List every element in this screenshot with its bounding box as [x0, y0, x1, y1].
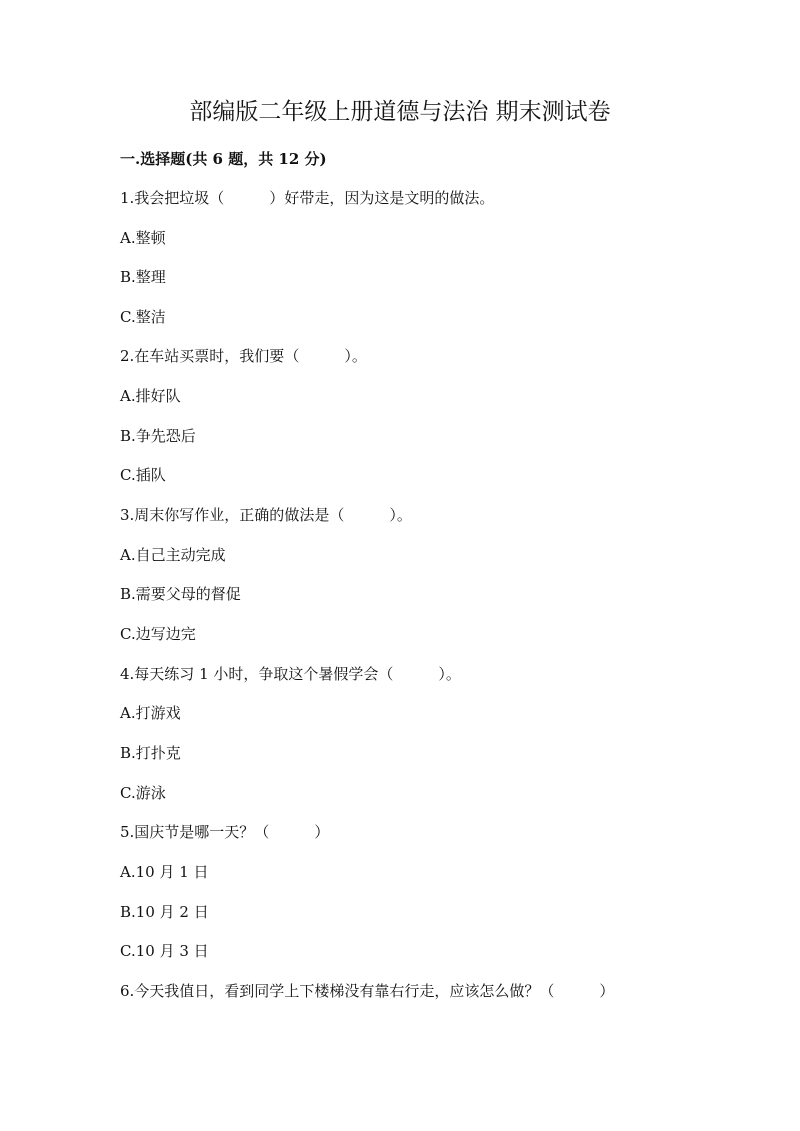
question-option: C.10 月 3 日: [120, 942, 209, 960]
question-stem: 4.每天练习 1 小时，争取这个暑假学会（ ）。: [120, 665, 461, 683]
question-stem: 5.国庆节是哪一天？（ ）: [120, 823, 330, 841]
question-option: C.整洁: [120, 308, 166, 326]
question-option: B.10 月 2 日: [120, 903, 209, 921]
question-option: A.排好队: [120, 387, 181, 405]
question-stem: 3.周末你写作业，正确的做法是（ ）。: [120, 506, 412, 524]
section-heading: 一.选择题(共 6 题，共 12 分): [120, 150, 327, 168]
question-stem: 2.在车站买票时，我们要（ ）。: [120, 347, 367, 365]
question-option: C.游泳: [120, 784, 166, 802]
page-title: 部编版二年级上册道德与法治 期末测试卷: [189, 99, 611, 125]
question-stem: 1.我会把垃圾（ ）好带走，因为这是文明的做法。: [120, 189, 495, 207]
question-option: B.需要父母的督促: [120, 585, 241, 603]
question-option: A.10 月 1 日: [120, 863, 209, 881]
question-option: C.边写边完: [120, 625, 196, 643]
question-option: C.插队: [120, 466, 166, 484]
question-option: B.争先恐后: [120, 427, 196, 445]
question-option: B.打扑克: [120, 744, 181, 762]
question-option: B.整理: [120, 268, 166, 286]
question-option: A.自己主动完成: [120, 546, 226, 564]
question-option: A.整顿: [120, 229, 166, 247]
question-stem: 6.今天我值日，看到同学上下楼梯没有靠右行走，应该怎么做？（ ）: [120, 982, 615, 1000]
question-option: A.打游戏: [120, 704, 181, 722]
